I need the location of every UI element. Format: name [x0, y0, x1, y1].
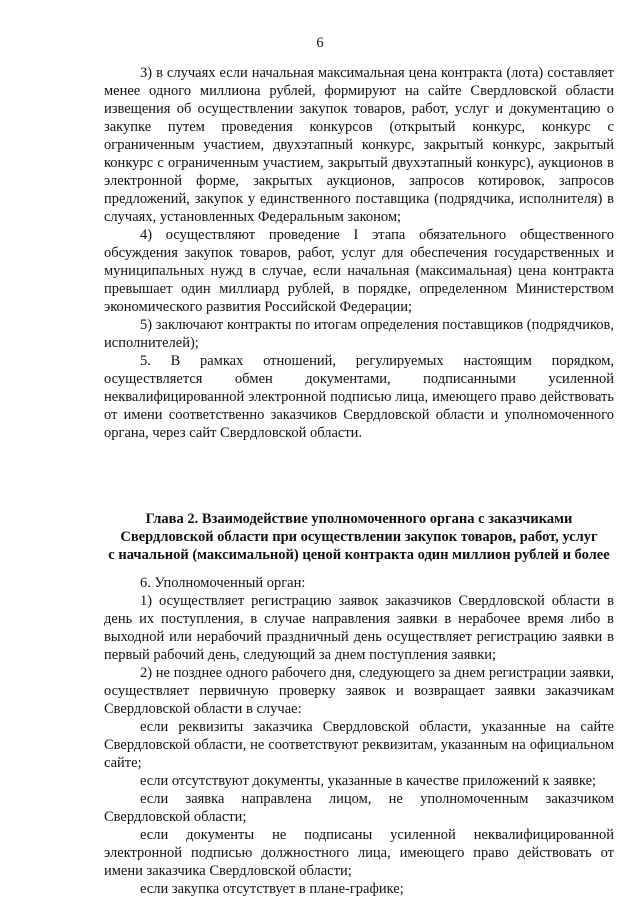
paragraph-item-1: 1) осуществляет регистрацию заявок заказчиков Свердловской области в день их поступления, в случае направления заявки в нерабочее время либо в выходной или нерабочий праздничный день осуществляет регистрацию заявки в первый рабочий день, следующий за днем поступления заявки;	[104, 593, 614, 663]
paragraph-condition-5: если закупка отсутствует в плане-графике;	[140, 881, 404, 897]
paragraph-condition-3: если заявка направлена лицом, не уполномоченным заказчиком Свердловской области;	[104, 791, 614, 825]
section-gap	[104, 442, 614, 510]
paragraph-item-2: 2) не позднее одного рабочего дня, следующего за днем регистрации заявки, осуществляет первичную проверку заявок и возвращает заявки заказчикам Свердловской области в случае:	[104, 665, 614, 717]
paragraph-item-3: 3) в случаях если начальная максимальная цена контракта (лота) составляет менее одного миллиона рублей, формируют на сайте Свердловской области извещения об осуществлении закупок товаров, работ, услуг и документацию о закупке путем проведения конкурсов (открытый конкурс, конкурс с ограниченным участием, двухэтапный конкурс, закрытый конкурс, закрытый конкурс с ограниченным участием, закрытый двухэтапный конкурс), аукционов в электронной форме, закрытых аукционов, запросов котировок, запросов предложений, закупок у единственного поставщика (подрядчика, исполнителя) в случаях, установленных Федеральным законом;	[104, 65, 614, 225]
chapter-heading-line-2: Свердловской области при осуществлении закупок товаров, работ, услуг	[120, 529, 598, 545]
paragraph-clause-5: 5. В рамках отношений, регулируемых настоящим порядком, осуществляется обмен документами, подписанными усиленной неквалифицированной электронной подписью лица, имеющего право действовать от имени соответственно заказчиков Свердловской области и уполномоченного органа, через сайт Свердловской области.	[104, 353, 614, 441]
paragraph-item-5: 5) заключают контракты по итогам определения поставщиков (подрядчиков, исполнителей);	[104, 317, 614, 351]
paragraph-condition-2: если отсутствуют документы, указанные в качестве приложений к заявке;	[140, 773, 597, 789]
paragraph-condition-4: если документы не подписаны усиленной неквалифицированной электронной подписью должностного лица, имеющего право действовать от имени заказчика Свердловской области;	[104, 827, 614, 879]
chapter-heading	[104, 510, 614, 564]
page-number: 6	[316, 35, 324, 51]
chapter-heading-line-1: Глава 2. Взаимодействие уполномоченного органа с заказчиками	[145, 511, 573, 527]
paragraph-clause-6: 6. Уполномоченный орган:	[140, 575, 306, 591]
chapter-heading-line-3: с начальной (максимальной) ценой контракта один миллион рублей и более	[108, 547, 610, 563]
paragraph-item-4: 4) осуществляют проведение I этапа обязательного общественного обсуждения закупок товаров, работ, услуг для обеспечения государственных и муниципальных нужд в случае, если начальная (максимальная) цена контракта превышает один миллиард рублей, в порядке, определенном Министерством экономического развития Российской Федерации;	[104, 227, 614, 315]
paragraph-condition-1: если реквизиты заказчика Свердловской области, указанные на сайте Свердловской области, не соответствуют реквизитам, указанным на официальном сайте;	[104, 719, 614, 771]
